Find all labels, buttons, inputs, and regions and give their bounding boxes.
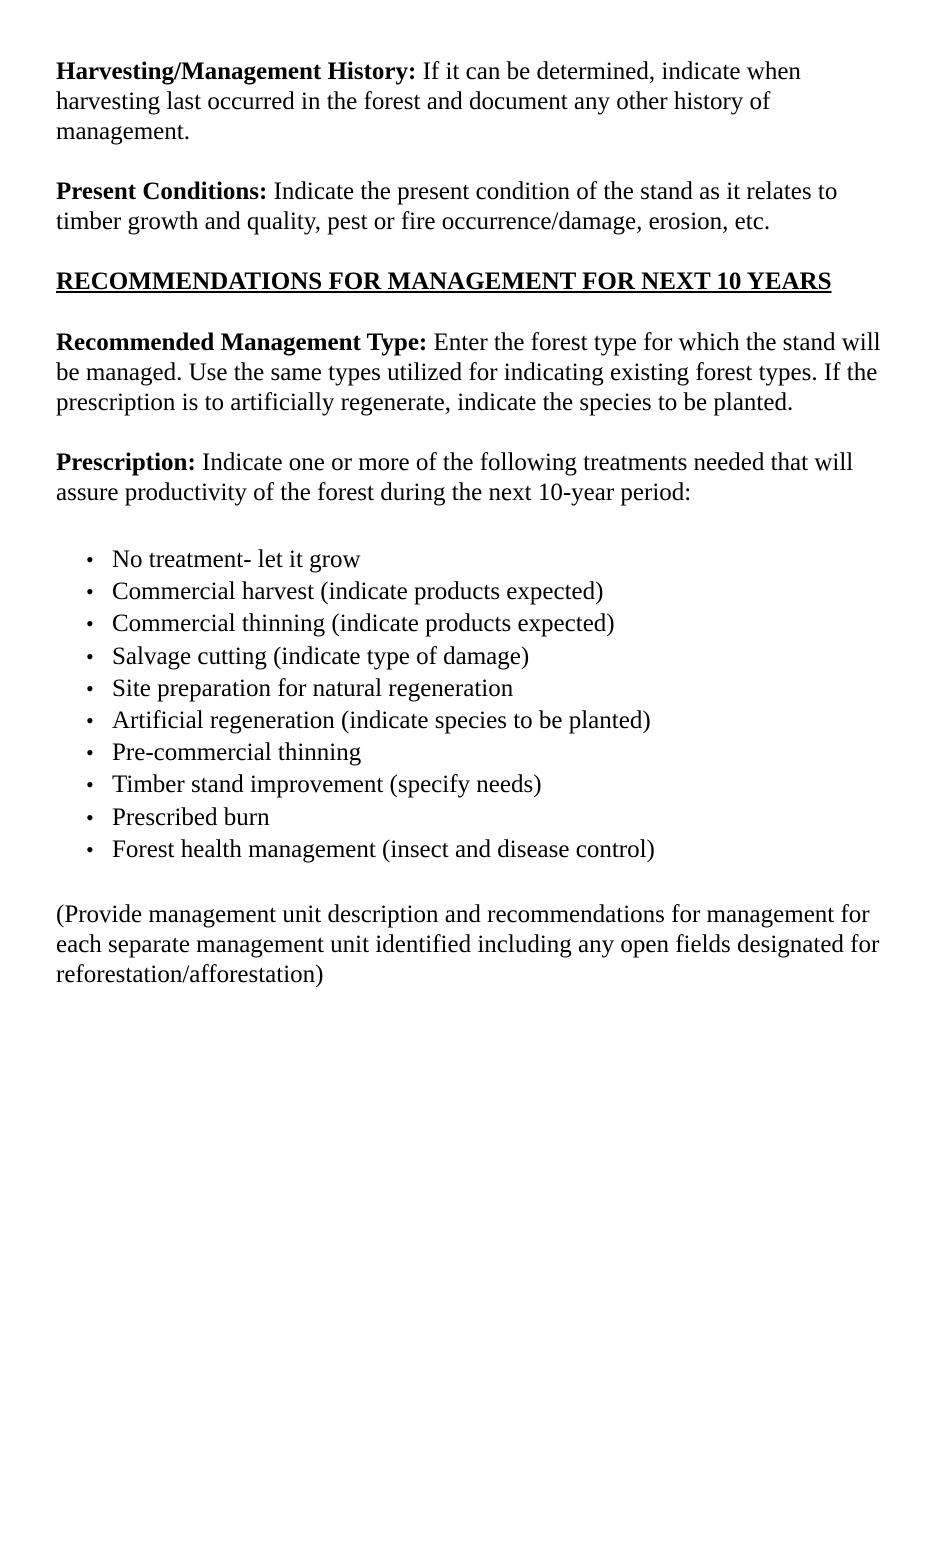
list-item-text: Commercial thinning (indicate products expected) [112,610,615,638]
list-item-text: No treatment- let it grow [112,546,361,573]
harvesting-history-paragraph [56,57,896,147]
recommendations-heading: RECOMMENDATIONS FOR MANAGEMENT FOR NEXT 10 YEARS [56,268,832,295]
list-item-text: Salvage cutting (indicate type of damage) [112,642,530,670]
list-item [56,641,896,673]
bullet-icon: • [86,643,94,669]
present-conditions-label: Present Conditions: [56,178,268,205]
harvesting-history-label: Harvesting/Management History: [56,58,417,85]
list-item [56,737,896,769]
list-item-text: Pre-commercial thinning [112,739,362,767]
list-item-text: Artificial regeneration (indicate species to be planted) [112,707,651,735]
list-item-text: Forest health management (insect and disease control) [112,835,655,863]
document-page [56,57,896,990]
recommended-type-paragraph [56,328,896,418]
list-item-text: Commercial harvest (indicate products expected) [112,578,604,606]
bullet-icon: • [86,675,94,701]
bullet-icon: • [86,836,94,862]
present-conditions-paragraph [56,177,896,237]
list-item [56,705,896,737]
list-item [56,769,896,801]
bullet-icon: • [86,772,94,798]
bullet-icon: • [86,708,94,734]
recommended-type-label: Recommended Management Type: [56,329,428,356]
harvesting-history-text: If it can be determined, indicate when harvesting last occurred in the forest and document any other history of management. [56,58,801,145]
closing-note: (Provide management unit description and recommendations for management for each separate management unit identified including any open fields designated for reforestation/afforestation) [56,901,880,989]
list-item [56,673,896,705]
prescription-paragraph [56,448,896,508]
list-item [56,834,896,866]
list-item-text: Site preparation for natural regeneration [112,674,514,702]
bullet-icon: • [86,804,94,830]
bullet-icon: • [86,611,94,637]
prescription-text: Indicate one or more of the following treatments needed that will assure productivity of the forest during the next 10-year period: [56,449,854,506]
bullet-icon: • [86,547,94,572]
bullet-icon: • [86,740,94,766]
list-item [56,576,896,608]
present-conditions-text: Indicate the present condition of the stand as it relates to timber growth and quality, pest or fire occurrence/damage, erosion, etc. [56,178,838,235]
list-item [56,802,896,834]
recommended-type-text: Enter the forest type for which the stand will be managed. Use the same types utilized for indicating existing forest types. If the prescription is to artificially regenerate, indicate the species to be planted. [56,329,881,416]
list-item [56,608,896,640]
treatment-list [56,544,896,866]
list-item-text: Prescribed burn [112,803,270,831]
bullet-icon: • [86,579,94,605]
list-item-text: Timber stand improvement (specify needs) [112,771,542,799]
prescription-label: Prescription: [56,449,196,476]
list-item [56,544,896,576]
